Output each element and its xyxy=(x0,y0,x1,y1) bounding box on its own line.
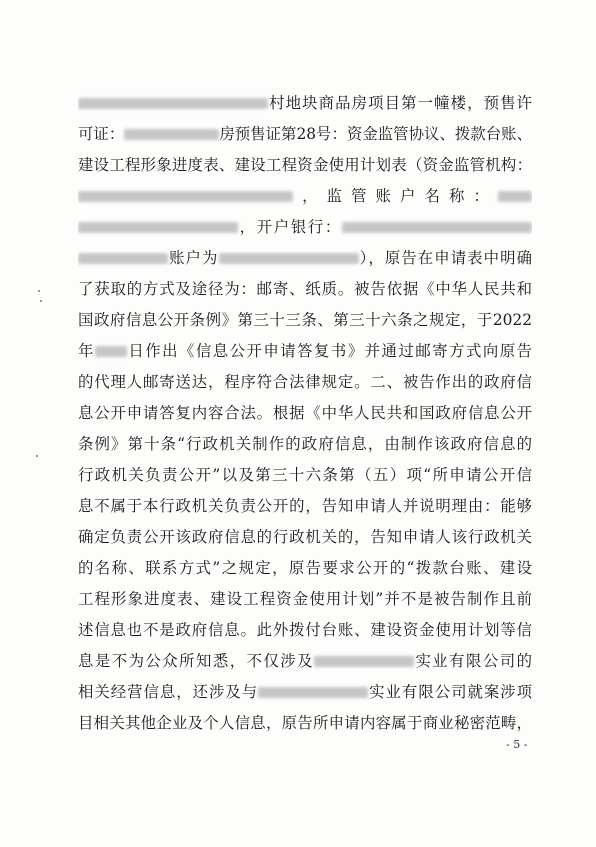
text-line: 述信息也不是政府信息。此外拨付台账、建设资金使用计划等信 xyxy=(78,621,532,639)
text-line: 的代理人邮寄送达，程序符合法律规定。二、被告作出的政府信 xyxy=(78,373,532,391)
text-line: ，监管账户名称： xyxy=(78,183,532,209)
scan-speck xyxy=(36,455,38,457)
text-line: 息是不为公众所知悉，不仅涉及 实业有限公司的 xyxy=(78,652,532,670)
redacted-text xyxy=(124,129,219,140)
redacted-text xyxy=(219,253,359,264)
redacted-text xyxy=(78,253,168,264)
text-line: 村地块商品房项目第一幢楼，预售许 xyxy=(78,90,532,116)
redacted-text xyxy=(78,98,268,109)
redacted-text xyxy=(314,656,414,667)
redacted-text xyxy=(342,222,532,233)
redacted-text xyxy=(258,687,368,698)
redacted-text xyxy=(78,191,293,202)
redacted-text xyxy=(95,346,127,357)
text-line: 确定负责公开该政府信息的行政机关的，告知申请人该行政机关 xyxy=(78,528,532,546)
text-line: 息公开申请答复内容合法。根据《中华人民共和国政府信息公开 xyxy=(78,404,532,422)
text-line: 条例》第十条“行政机关制作的政府信息，由制作该政府信息的 xyxy=(78,435,532,453)
page-number: - 5 - xyxy=(506,738,528,751)
text-line: 国政府信息公开条例》第三十三条、第三十六条之规定，于2022 xyxy=(78,311,532,329)
text-line: 相关经营信息，还涉及与 实业有限公司就案涉项 xyxy=(78,683,532,701)
scan-speck xyxy=(38,290,40,292)
text-line: 建设工程形象进度表、建设工程资金使用计划表（资金监管机构： xyxy=(78,156,532,174)
redacted-text xyxy=(78,222,238,233)
text-line: 行政机关负责公开”以及第三十六条第（五）项“所申请公开信 xyxy=(78,466,532,484)
text-line: 了获取的方式及途径为：邮寄、纸质。被告依据《中华人民共和 xyxy=(78,280,532,298)
scan-speck xyxy=(40,300,42,302)
text-line: ，开户银行： xyxy=(78,214,532,240)
text-line: 账户为 ），原告在申请表中明确 xyxy=(78,245,532,271)
redacted-text xyxy=(498,191,532,202)
text-line: 的名称、联系方式”之规定，原告要求公开的“拨款台账、建设 xyxy=(78,559,532,577)
text-line: 工程形象进度表、建设工程资金使用计划”并不是被告制作且前 xyxy=(78,590,532,608)
text-line: 息不属于本行政机关负责公开的，告知申请人并说明理由：能够 xyxy=(78,497,532,515)
text-line: 年 日作出《信息公开申请答复书》并通过邮寄方式向原告 xyxy=(78,342,532,360)
text-line: 目相关其他企业及个人信息，原告所申请内容属于商业秘密范畴， xyxy=(78,714,532,732)
text-line: 可证： 房预售证第28号：资金监管协议、拨款台账、 xyxy=(78,125,532,143)
